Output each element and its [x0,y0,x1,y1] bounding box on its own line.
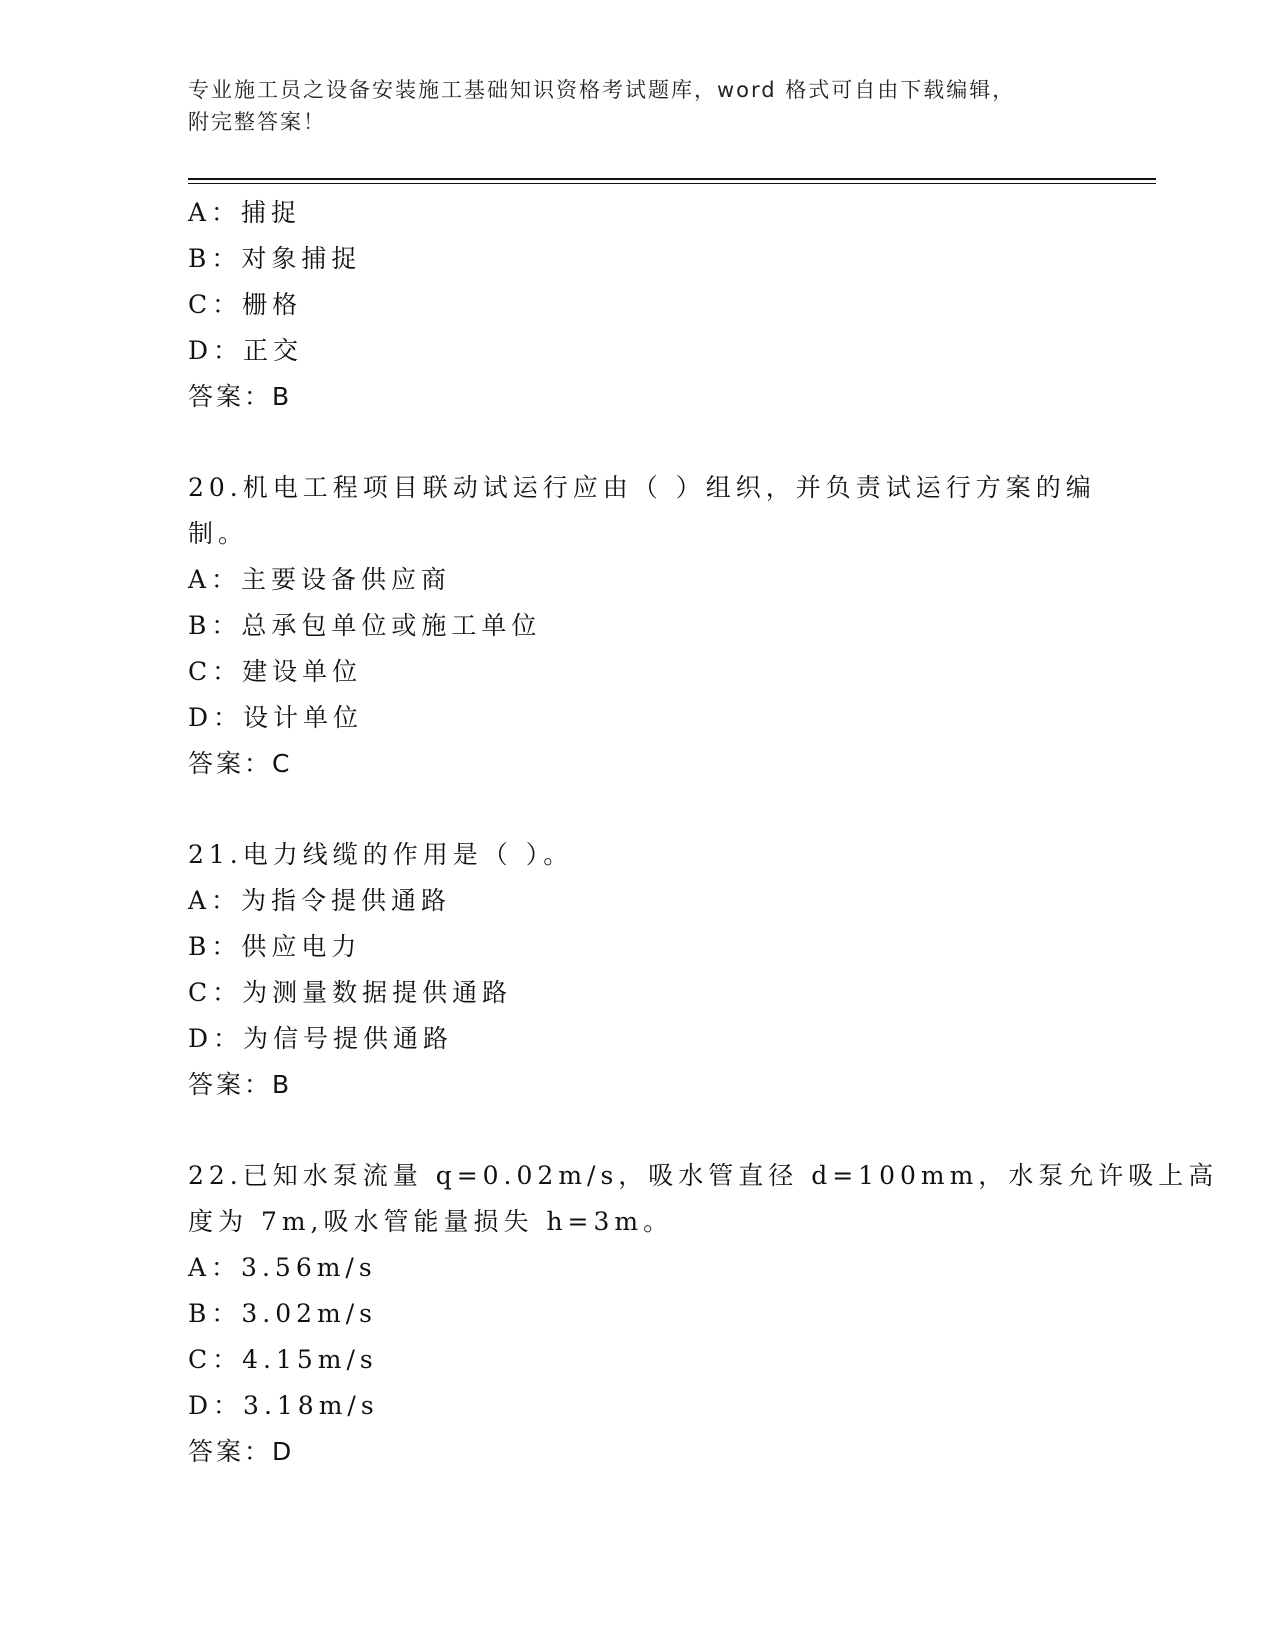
option-b: B：3.02m/s [188,1299,377,1328]
question-block-22 [188,1153,1219,1475]
option-c: C：为测量数据提供通路 [188,978,513,1007]
question-stem-line-1: 22.已知水泵流量 q=0.02m/s，吸水管直径 d=100mm，水泵允许吸上高 [188,1161,1219,1190]
header-divider-thin [188,183,1156,184]
answer-line: 答案：D [188,1437,295,1466]
option-d: D：3.18m/s [188,1391,379,1420]
option-a: A：捕捉 [188,198,302,227]
answer-line: 答案：B [188,382,293,411]
question-block-19 [188,190,1088,420]
question-stem-line-1: 20.机电工程项目联动试运行应由（ ）组织，并负责试运行方案的编 [188,473,1096,502]
answer-line: 答案：C [188,749,293,778]
document-header [188,74,1068,138]
option-d: D：设计单位 [188,703,364,732]
option-c: C：4.15m/s [188,1345,378,1374]
question-list [188,190,1219,1475]
block-spacer [188,1108,1088,1153]
header-divider [188,178,1156,180]
block-spacer [188,787,1088,832]
option-d: D：为信号提供通路 [188,1024,454,1053]
question-stem-line-2: 制。 [188,519,249,548]
question-block-20 [188,465,1096,787]
question-block-21 [188,832,1088,1108]
option-c: C：栅格 [188,290,303,319]
option-b: B：总承包单位或施工单位 [188,611,542,640]
question-stem-line-1: 21.电力线缆的作用是（ ）。 [188,840,574,869]
option-b: B：对象捕捉 [188,244,362,273]
question-stem-line-2: 度为 7m,吸水管能量损失 h=3m。 [188,1207,674,1236]
option-c: C：建设单位 [188,657,363,686]
option-a: A：主要设备供应商 [188,565,452,594]
option-b: B：供应电力 [188,932,362,961]
header-line-2: 附完整答案！ [188,110,326,134]
header-line-1: 专业施工员之设备安装施工基础知识资格考试题库，word 格式可自由下载编辑， [188,78,1016,102]
block-spacer [188,420,1088,465]
option-a: A：为指令提供通路 [188,886,452,915]
answer-line: 答案：B [188,1070,293,1099]
option-d: D：正交 [188,336,304,365]
option-a: A：3.56m/s [188,1253,377,1282]
